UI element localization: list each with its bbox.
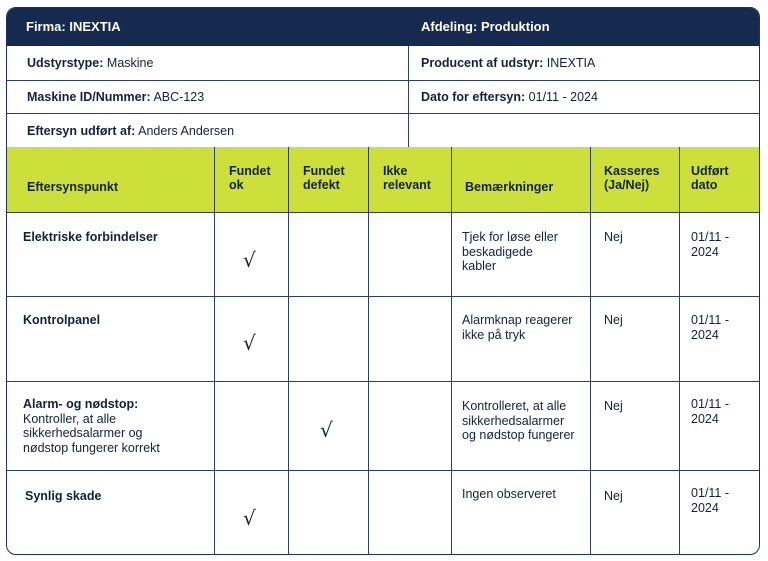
divider (7, 296, 759, 297)
check-icon: √ (243, 248, 256, 272)
col-udfoert-dato: Udført dato (691, 164, 729, 192)
col-ikke-relevant: Ikke relevant (383, 164, 431, 192)
divider (590, 213, 591, 555)
row-date: 01/11 - 2024 (691, 397, 729, 426)
col-bemaerkninger: Bemærkninger (465, 180, 554, 194)
dato-value: 01/11 - 2024 (528, 90, 598, 104)
info-row-3 (7, 114, 759, 147)
table-body (7, 213, 759, 555)
row-title: Synlig skade (25, 489, 102, 503)
col-fundet-ok: Fundet ok (229, 164, 271, 192)
row-kasseres: Nej (604, 399, 623, 413)
divider (451, 213, 452, 555)
divider (7, 381, 759, 382)
row-date: 01/11 - 2024 (691, 230, 729, 259)
inspection-form (6, 7, 760, 555)
divider (408, 114, 409, 147)
firma-field (26, 19, 121, 34)
divider (288, 213, 289, 555)
check-icon: √ (243, 331, 256, 355)
divider (214, 147, 215, 213)
divider (679, 147, 680, 213)
table-header (7, 147, 759, 213)
divider (590, 147, 591, 213)
row-title: Kontrolpanel (23, 313, 101, 327)
row-title: Alarm- og nødstop: (23, 397, 139, 411)
row-remarks: Ingen observeret (462, 487, 556, 501)
producent-label: Producent af udstyr: (421, 56, 544, 70)
check-icon: √ (243, 506, 256, 530)
col-punkt: Eftersynspunkt (27, 180, 118, 194)
check-icon: √ (320, 418, 333, 442)
afdeling-value: Produktion (480, 19, 550, 34)
afdeling-field (421, 19, 550, 34)
row-title-block: Alarm- og nødstop: Kontroller, at alle sikkerhedsalarmer og nødstop fungerer korrekt (23, 397, 160, 455)
row-remarks: Tjek for løse eller beskadigede kabler (462, 230, 558, 273)
row-kasseres: Nej (604, 489, 623, 503)
row-title: Elektriske forbindelser (23, 230, 158, 244)
info-row-1 (7, 46, 759, 81)
udstyrstype-label: Udstyrstype: (27, 56, 104, 70)
divider (288, 147, 289, 213)
divider (679, 213, 680, 555)
row-date: 01/11 - 2024 (691, 486, 729, 515)
producent-value: INEXTIA (546, 56, 596, 70)
maskine-label: Maskine ID/Nummer: (27, 90, 151, 104)
divider (7, 470, 759, 471)
row-kasseres: Nej (604, 313, 623, 327)
divider (368, 147, 369, 213)
udstyrstype-value: Maskine (106, 56, 154, 70)
col-fundet-defekt: Fundet defekt (303, 164, 345, 192)
row-remarks: Kontrolleret, at alle sikkerhedsalarmer og nødstop fungerer (462, 399, 575, 442)
udfoert-value: Anders Andersen (138, 123, 235, 138)
row-date: 01/11 - 2024 (691, 313, 729, 342)
divider (214, 213, 215, 555)
dato-label: Dato for eftersyn: (421, 90, 526, 104)
divider (451, 147, 452, 213)
form-header (7, 8, 759, 46)
maskine-value: ABC-123 (153, 90, 205, 104)
firma-value: INEXTIA (69, 19, 121, 34)
udfoert-label: Eftersyn udført af: (27, 123, 136, 138)
col-kasseres: Kasseres (Ja/Nej) (604, 164, 660, 192)
divider (368, 213, 369, 555)
row-remarks: Alarmknap reagerer ikke på tryk (462, 313, 573, 342)
afdeling-label: Afdeling: (421, 19, 478, 34)
firma-label: Firma: (26, 19, 66, 34)
row-kasseres: Nej (604, 230, 623, 244)
info-row-2 (7, 81, 759, 114)
